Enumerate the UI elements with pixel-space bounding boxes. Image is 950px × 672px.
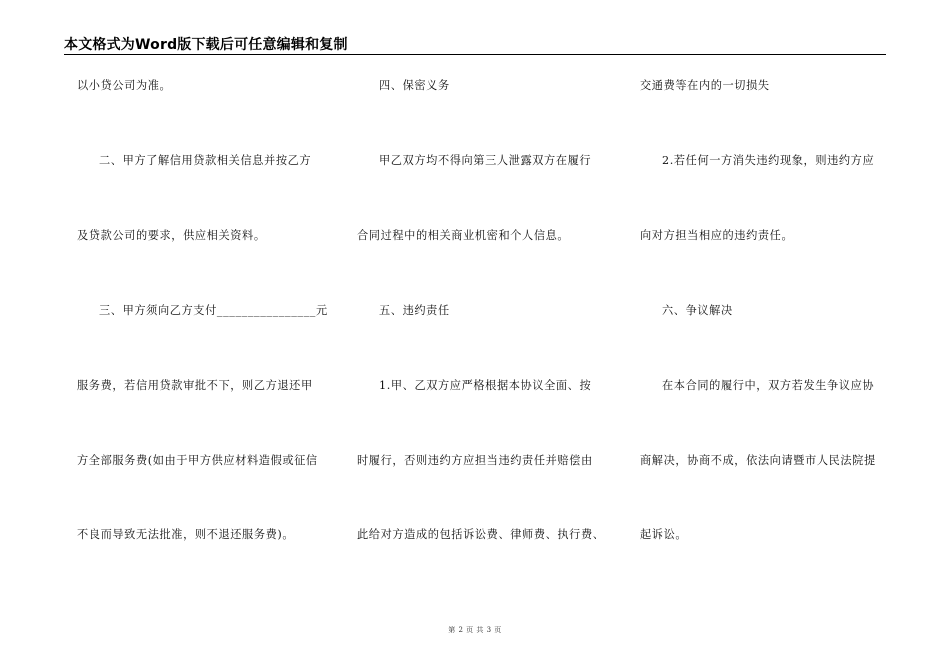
text-line: 商解决，协商不成，依法向请暨市人民法院提: [640, 454, 876, 467]
text-line: 合同过程中的相关商业机密和个人信息。: [357, 229, 570, 242]
text-line: 六、争议解决: [662, 304, 733, 317]
text-line: 四、保密义务: [379, 79, 450, 92]
text-column-3: [640, 0, 910, 600]
text-line: 不良而导致无法批准，则不退还服务费)。: [77, 528, 295, 541]
document-header-title: 本文格式为Word版下载后可任意编辑和复制: [64, 37, 348, 53]
text-line: 及贷款公司的要求，供应相关资料。: [77, 229, 266, 242]
text-line: 向对方担当相应的违约责任。: [640, 229, 794, 242]
text-line: 此给对方造成的包括诉讼费、律师费、执行费、: [357, 528, 605, 541]
text-line: 二、甲方了解信用贷款相关信息并按乙方: [99, 154, 312, 167]
text-line: 起诉讼。: [640, 528, 688, 541]
page-number: 第 2 页 共 3 页: [448, 626, 502, 634]
text-line: 交通费等在内的一切损失: [640, 79, 770, 92]
text-line: 2.若任何一方消失违约现象，则违约方应: [662, 154, 875, 167]
text-column-2: [357, 0, 627, 600]
text-line: 1.甲、乙双方应严格根据本协议全面、按: [379, 379, 592, 392]
text-line: 以小贷公司为准。: [77, 79, 172, 92]
text-line: 五、违约责任: [379, 304, 450, 317]
text-line: 时履行，否则违约方应担当违约责任并赔偿由: [357, 454, 593, 467]
text-column-1: [77, 0, 347, 600]
text-line: 在本合同的履行中，双方若发生争议应协: [662, 379, 875, 392]
text-line: 甲乙双方均不得向第三人泄露双方在履行: [379, 154, 592, 167]
text-line: 方全部服务费(如由于甲方供应材料造假或征信: [77, 454, 318, 467]
text-line: 三、甲方须向乙方支付________________元: [99, 304, 328, 317]
text-line: 服务费，若信用贷款审批不下，则乙方退还甲: [77, 379, 313, 392]
